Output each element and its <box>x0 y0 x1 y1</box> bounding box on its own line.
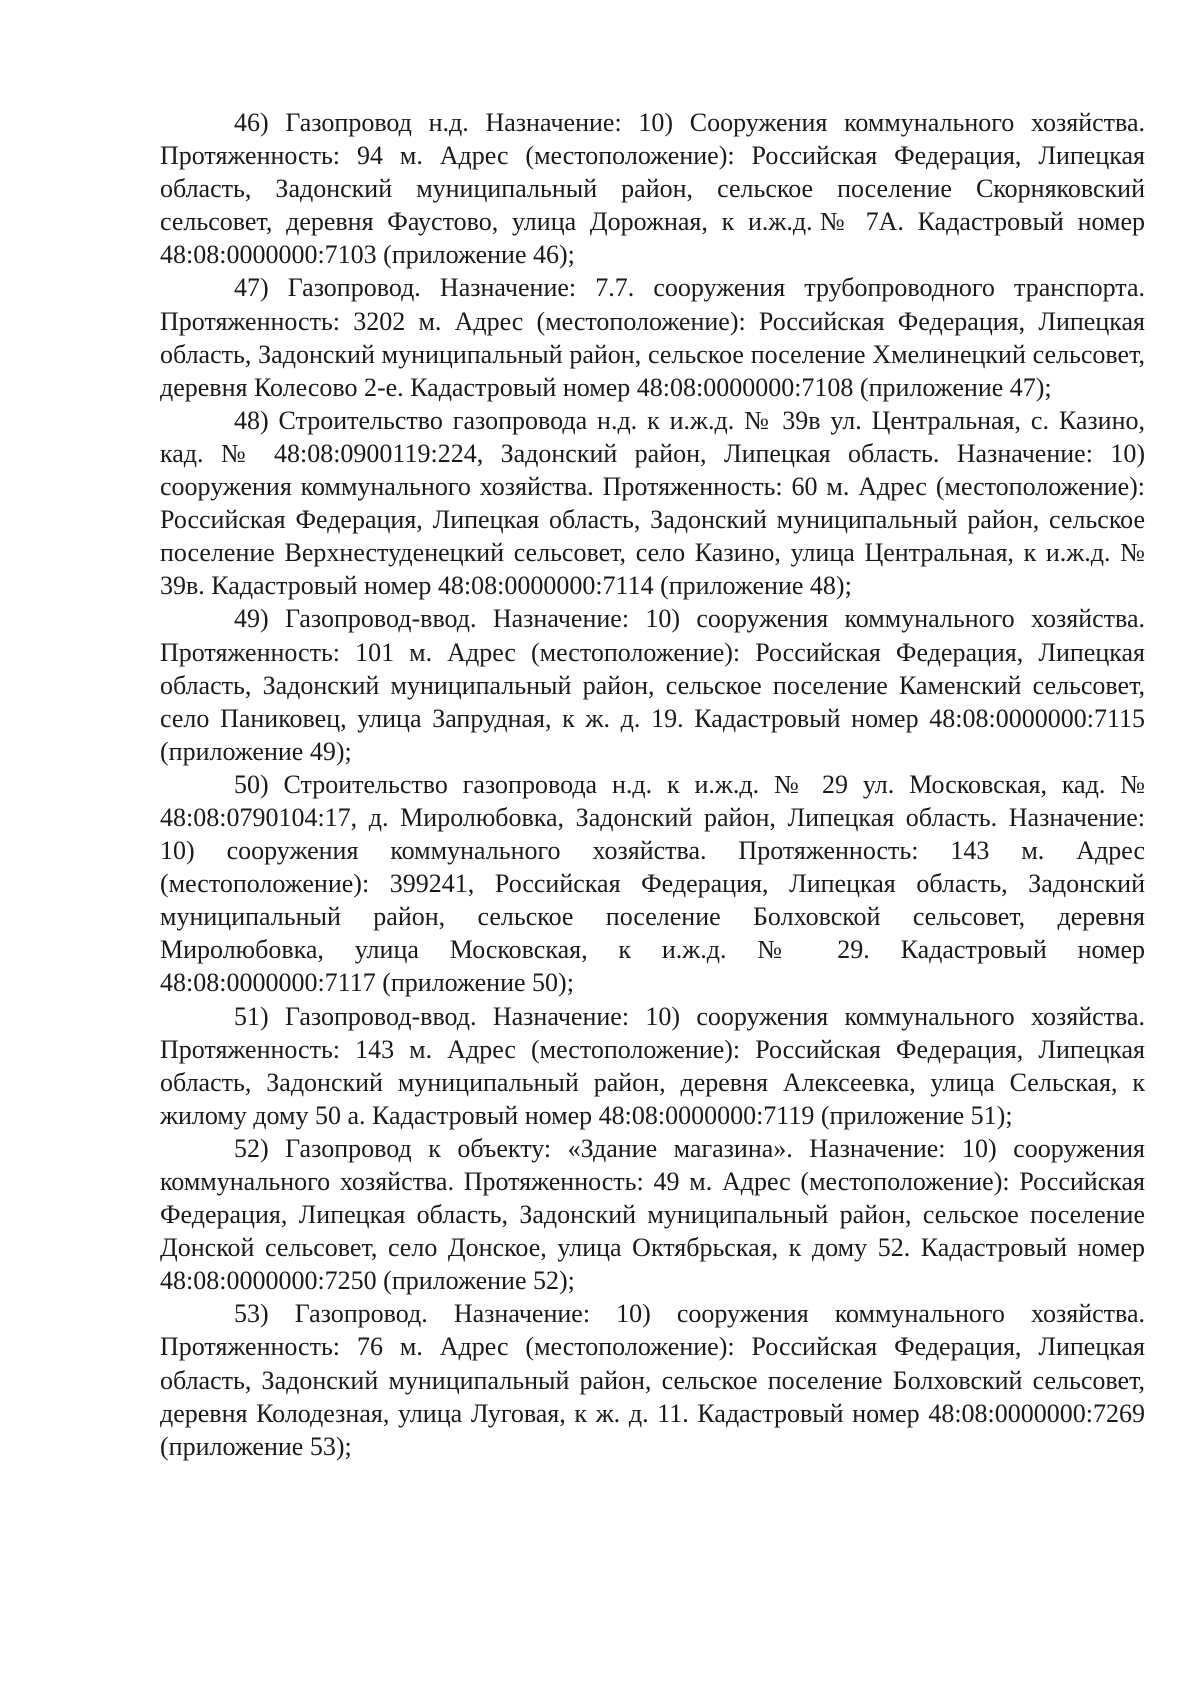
list-item: 46) Газопровод н.д. Назначение: 10) Сооружения коммунального хозяйства. Протяженность: 94 м. Адрес (местоположение): Российская Федерация, Липецкая область, Задонский муниципальный район, сельское поселение Скорняковский сельсовет, деревня Фаустово, улица Дорожная, к и.ж.д.№ 7А. Кадастровый номер 48:08:0000000:7103 (приложение 46); <box>160 108 1145 270</box>
document-body <box>160 106 1145 1463</box>
list-item: 49) Газопровод-ввод. Назначение: 10) сооружения коммунального хозяйства. Протяженность: 101 м. Адрес (местоположение): Российская Федерация, Липецкая область, Задонский муниципальный район, сельское поселение Каменский сельсовет, село Паниковец, улица Запрудная, к ж. д. 19. Кадастровый номер 48:08:0000000:7115 (приложение 49); <box>160 604 1145 766</box>
list-item: 48) Строительство газопровода н.д. к и.ж.д. № 39в ул. Центральная, с. Казино, кад. № 48:08:0900119:224, Задонский район, Липецкая область. Назначение: 10) сооружения коммунального хозяйства. Протяженность: 60 м. Адрес (местоположение): Российская Федерация, Липецкая область, Задонский муниципальный район, сельское поселение Верхнестуденецкий сельсовет, село Казино, улица Центральная, к и.ж.д. № 39в. Кадастровый номер 48:08:0000000:7114 (приложение 48); <box>160 405 1145 601</box>
list-item: 51) Газопровод-ввод. Назначение: 10) сооружения коммунального хозяйства. Протяженность: 143 м. Адрес (местоположение): Российская Федерация, Липецкая область, Задонский муниципальный район, деревня Алексеевка, улица Сельская, к жилому дому 50 а. Кадастровый номер 48:08:0000000:7119 (приложение 51); <box>160 1001 1145 1130</box>
list-item: 50) Строительство газопровода н.д. к и.ж.д. № 29 ул. Московская, кад. № 48:08:0790104:17, д. Миролюбовка, Задонский район, Липецкая область. Назначение: 10) сооружения коммунального хозяйства. Протяженность: 143 м. Адрес (местоположение): 399241, Российская Федерация, Липецкая область, Задонский муниципальный район, сельское поселение Болховской сельсовет, деревня Миролюбовка, улица Московская, к и.ж.д. № 29. Кадастровый номер 48:08:0000000:7117 (приложение 50); <box>160 769 1145 998</box>
list-item: 47) Газопровод. Назначение: 7.7. сооружения трубопроводного транспорта. Протяженность: 3202 м. Адрес (местоположение): Российская Федерация, Липецкая область, Задонский муниципальный район, сельское поселение Хмелинецкий сельсовет, деревня Колесово 2-е. Кадастровый номер 48:08:0000000:7108 (приложение 47); <box>160 273 1145 402</box>
list-item: 53) Газопровод. Назначение: 10) сооружения коммунального хозяйства. Протяженность: 76 м. Адрес (местоположение): Российская Федерация, Липецкая область, Задонский муниципальный район, сельское поселение Болховский сельсовет, деревня Колодезная, улица Луговая, к ж. д. 11. Кадастровый номер 48:08:0000000:7269 (приложение 53); <box>160 1299 1145 1461</box>
list-item: 52) Газопровод к объекту: «Здание магазина». Назначение: 10) сооружения коммунального хозяйства. Протяженность: 49 м. Адрес (местоположение): Российская Федерация, Липецкая область, Задонский муниципальный район, сельское поселение Донской сельсовет, село Донское, улица Октябрьская, к дому 52. Кадастровый номер 48:08:0000000:7250 (приложение 52); <box>160 1133 1145 1296</box>
